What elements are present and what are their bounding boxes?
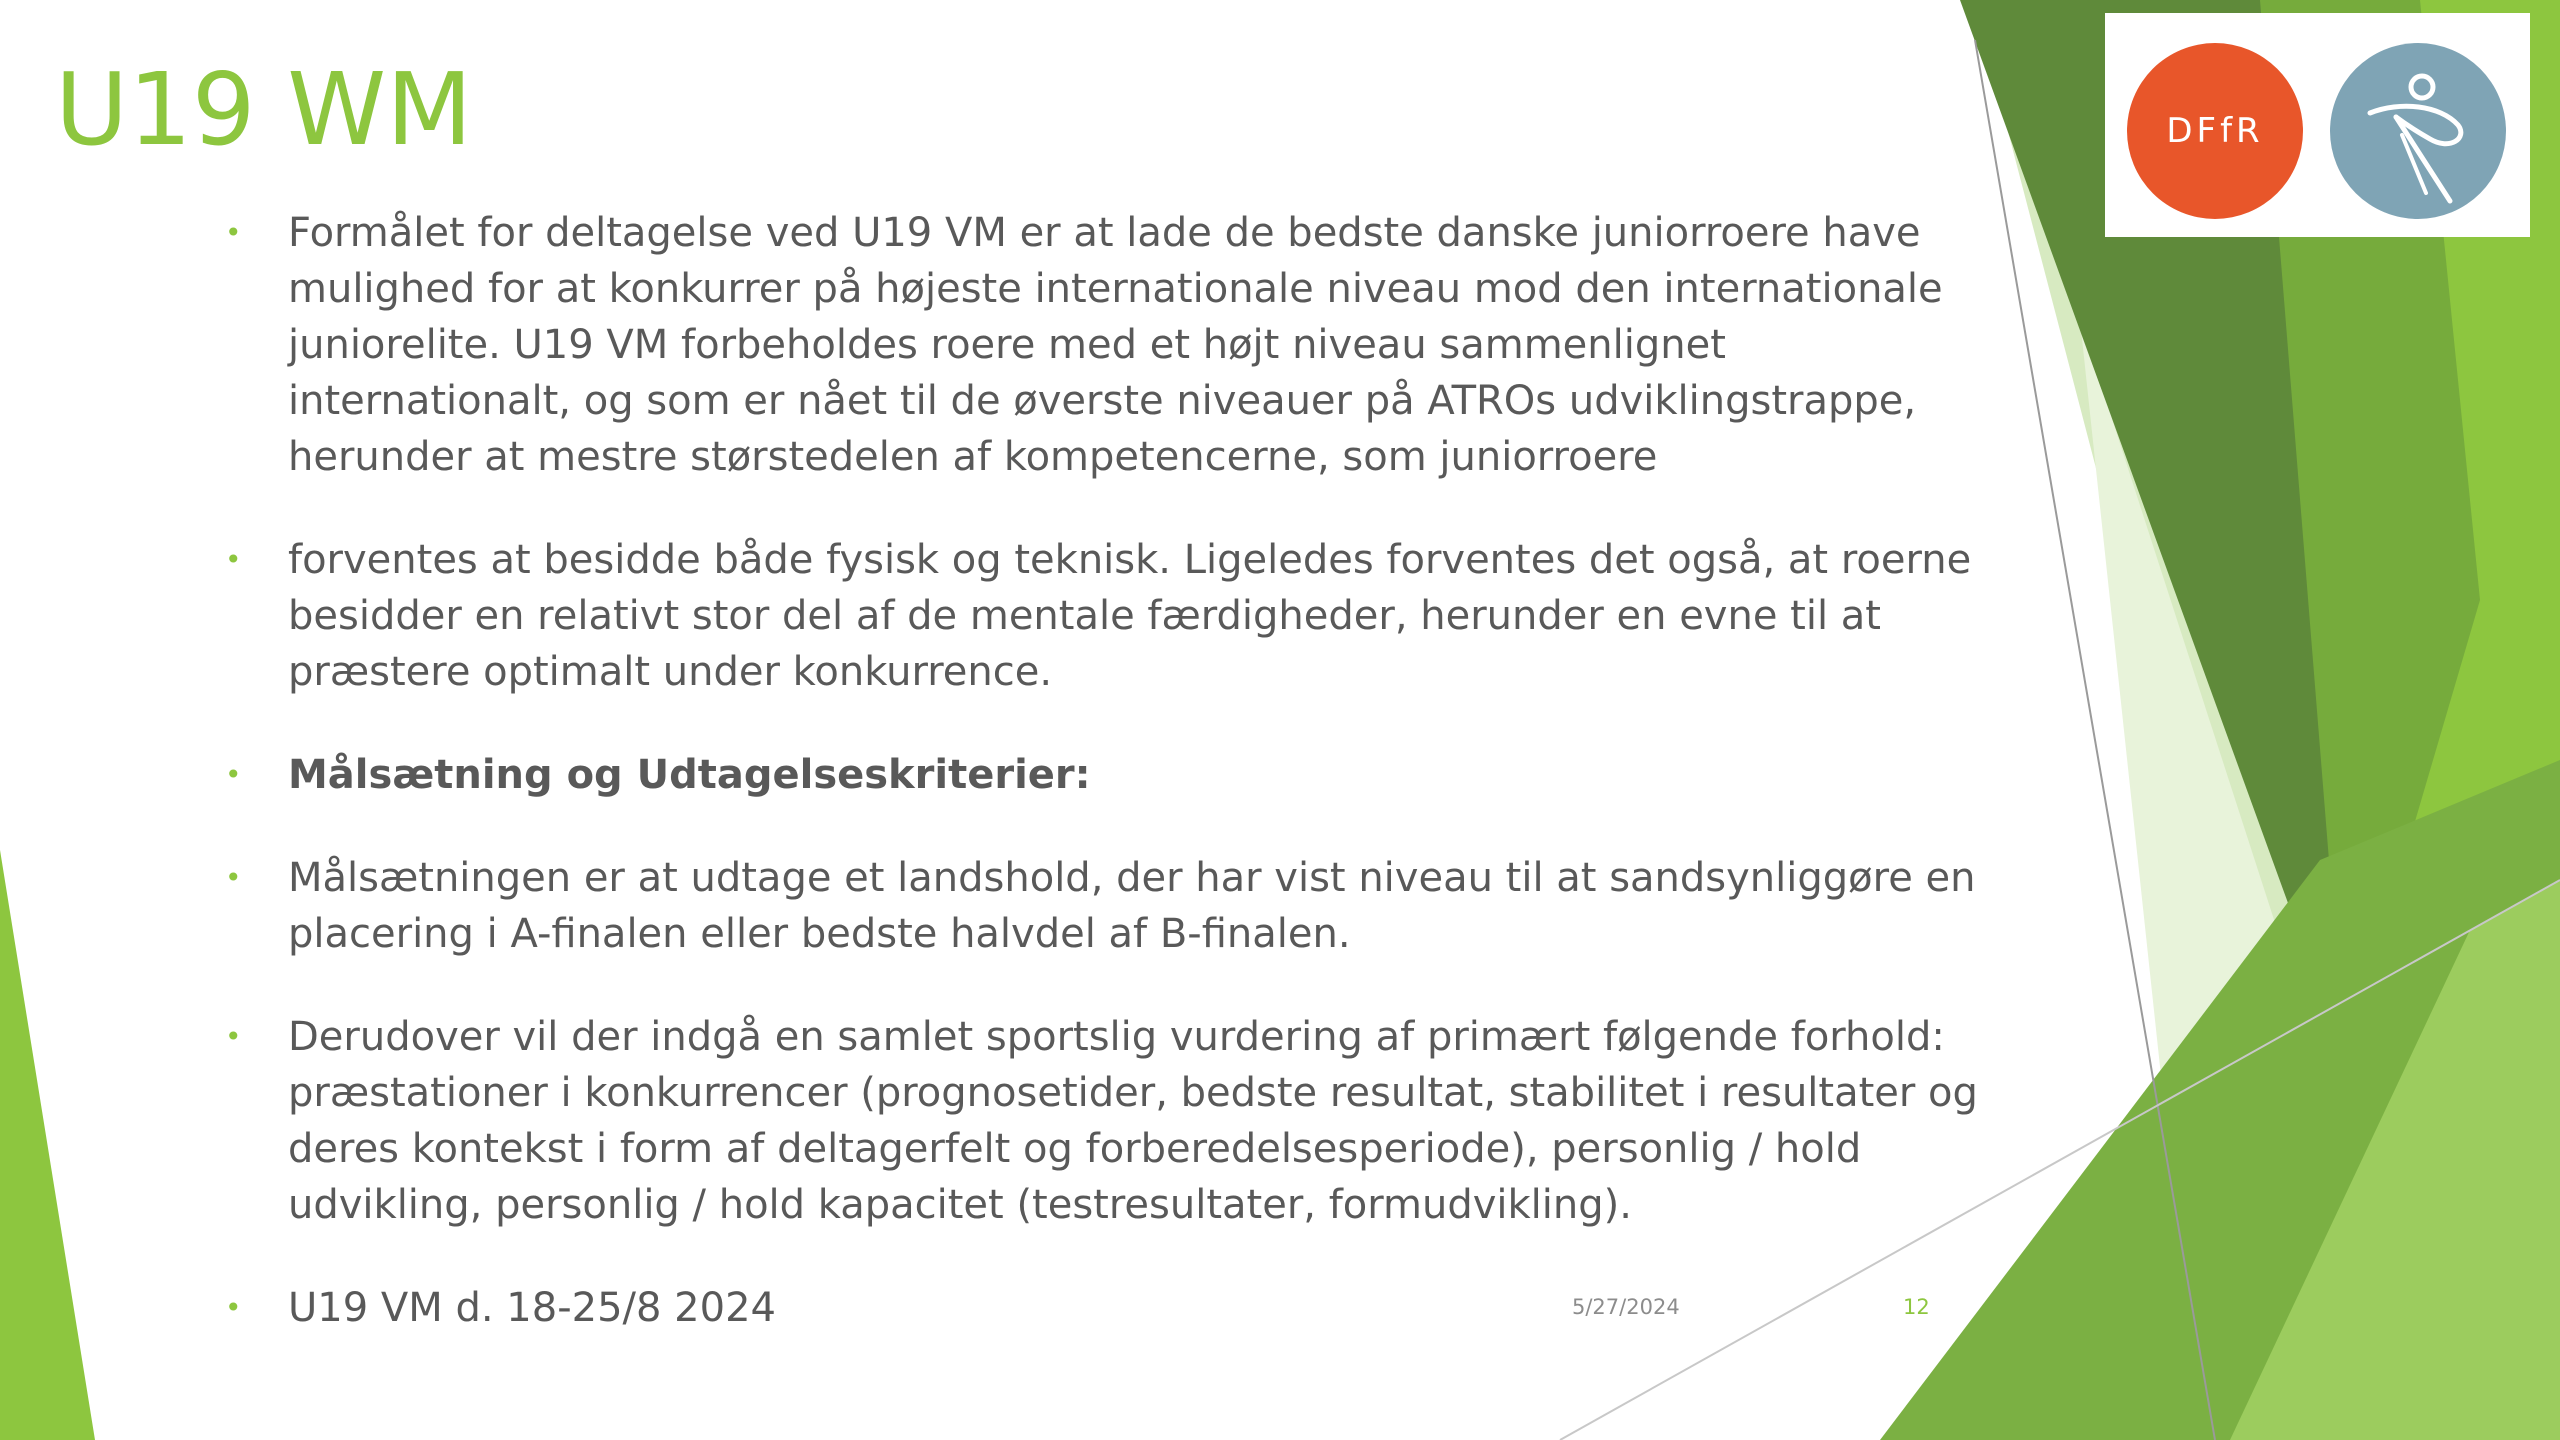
bullet-text: Formålet for deltagelse ved U19 VM er at lade de bedste danske juniorroere have mulighed for at konkurrer på højeste internationale niveau mod den internationale juniorelite. U19 VM forbeholdes roere med et højt niveau sammenlignet internationalt, og som er nået til de øverste niveauer på ATROs udviklingstrappe, herunder at mestre størstedelen af kompetencerne, som juniorroere [288, 210, 1943, 480]
dffr-logo: DFfR [2127, 43, 2303, 219]
bullet-item [220, 205, 2010, 485]
slide-number: 12 [1903, 1295, 1930, 1319]
bullet-item [220, 1280, 2010, 1336]
bullet-item [220, 850, 2010, 962]
bullet-item [220, 532, 2010, 700]
bullet-marker: • [225, 1020, 242, 1053]
bullet-text: U19 VM d. 18-25/8 2024 [288, 1285, 776, 1331]
bullet-text: Derudover vil der indgå en samlet sportslig vurdering af primært følgende forhold: præstationer i konkurrencer (prognosetider, bedste resultat, stabilitet i resultater og deres kontekst i form af deltagerfelt og forberedelsesperiode), personlig / hold udvikling, personlig / hold kapacitet (testresultater, formudvikling). [288, 1014, 1978, 1228]
bullet-text: Målsætning og Udtagelseskriterier: [288, 752, 1091, 798]
bullet-marker: • [225, 1291, 242, 1324]
left-green-sliver [0, 850, 95, 1440]
bullet-text: forventes at besidde både fysisk og teknisk. Ligeledes forventes det også, at roerne besidder en relativt stor del af de mentale færdigheder, herunder en evne til at præstere optimalt under konkurrence. [288, 537, 1972, 695]
bullet-marker: • [225, 543, 242, 576]
bullet-marker: • [225, 758, 242, 791]
bullet-marker: • [225, 861, 242, 894]
bullet-item-heading [220, 747, 2010, 803]
bullet-item [220, 1009, 2010, 1233]
bullet-list [220, 205, 2010, 1383]
bullet-text: Målsætningen er at udtage et landshold, der har vist niveau til at sandsynliggøre en placering i A-finalen eller bedste halvdel af B-finalen. [288, 855, 1976, 957]
logo-box [2105, 13, 2530, 237]
footer-date: 5/27/2024 [1572, 1295, 1680, 1319]
bullet-marker: • [225, 216, 242, 249]
rower-figure-icon [2330, 43, 2506, 219]
slide-title: U19 WM [55, 51, 473, 168]
